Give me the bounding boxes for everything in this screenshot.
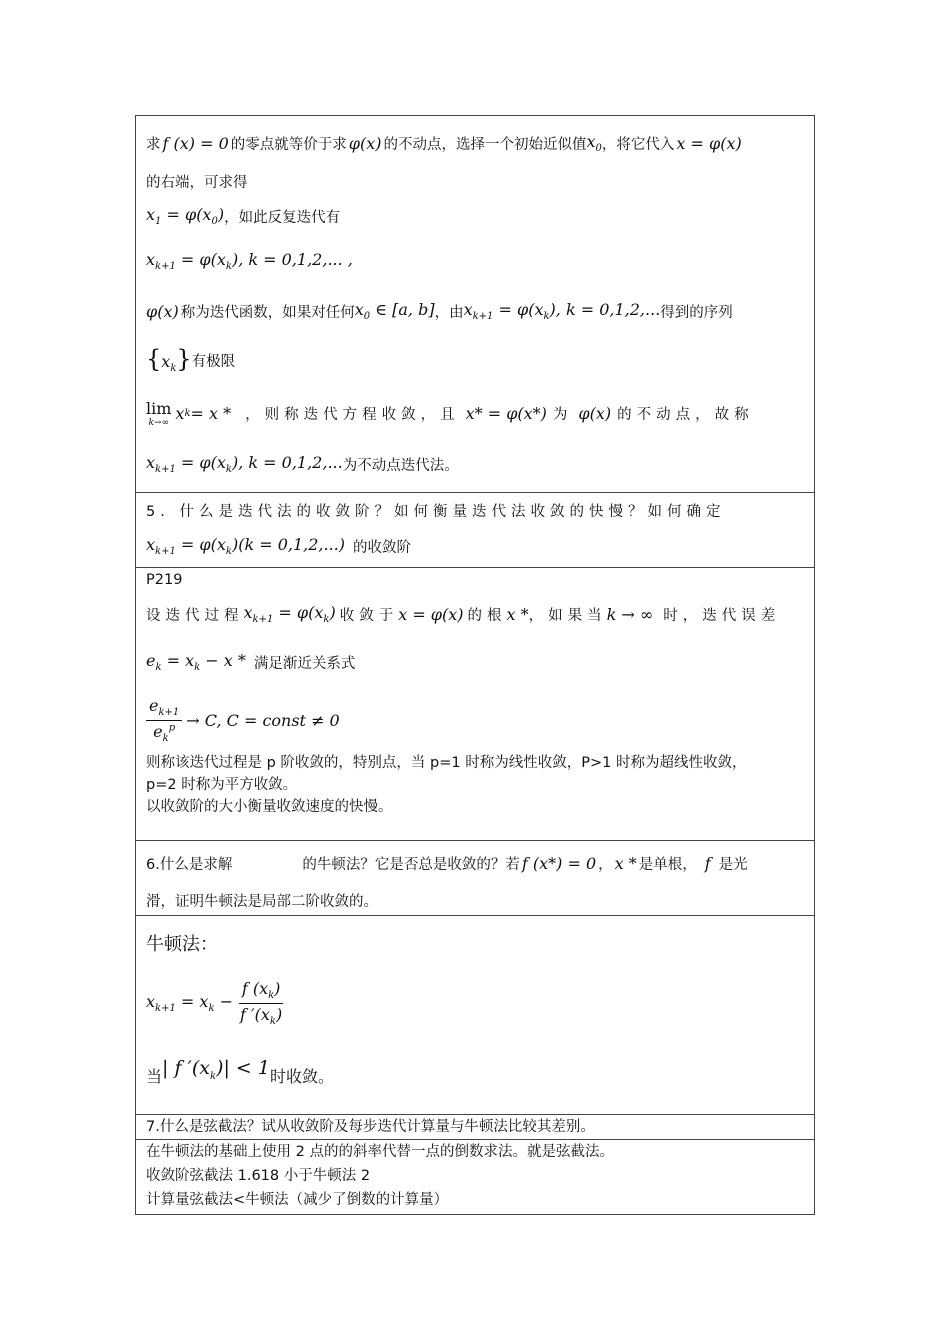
fp-line-2: 的右端，可求得 <box>146 174 248 191</box>
co-line-5: p=2 时称为平方收敛。 <box>146 777 298 793</box>
q6-line-1: 6.什么是求解 的牛顿法？它是否总是收敛的？若 f (x*) = 0 ， x * 是单根， f 是光 <box>146 853 748 873</box>
newton-condition: 当 | f $'(x_k)| < 1$ 时收敛。 <box>146 1056 334 1086</box>
fp-line-5: φ(x) 称为迭代函数，如果对任何 $x_0$ ∈ [a, b] ，由 $x_{k+1} = \varphi(x_k)$, k = 0,1,2,... 得到的序列 <box>146 299 733 323</box>
row-question-6 <box>136 841 815 916</box>
q5-line-1: 5. 什么是迭代法的收敛阶？如何衡量迭代法收敛的快慢？如何确定 <box>146 503 726 520</box>
row-question-7 <box>136 1115 815 1140</box>
row-secant-answer <box>136 1140 815 1215</box>
page-ref: P219 <box>146 572 183 588</box>
row-newton-method <box>136 916 815 1115</box>
row-fixed-point <box>136 116 815 493</box>
co-line-4: 则称该迭代过程是 p 阶收敛的，特别点，当 p=1 时称为线性收敛，P>1 时称为超线性收敛， <box>146 755 747 771</box>
q6-line-2: 滑，证明牛顿法是局部二阶收敛的。 <box>146 893 378 910</box>
q5-line-2: $x_{k+1} = \varphi(x_k)(k = 0,1,2,...)$ 的收敛阶 <box>146 534 412 558</box>
co-formula: $\frac{e_{k+1}}{e_k^p}$ → C, C = const ≠ 0 <box>146 688 804 752</box>
newton-title: 牛顿法： <box>146 934 218 955</box>
secant-line-3: 计算量弦截法<牛顿法（减少了倒数的计算量） <box>146 1192 449 1208</box>
fp-line-6: $\{x_k\}$ 有极限 <box>146 345 236 375</box>
document-sheet <box>135 115 815 1215</box>
fp-line-3: $x_1 = \varphi(x_0)$ ，如此反复迭代有 <box>146 204 341 228</box>
co-line-6: 以收敛阶的大小衡量收敛速度的快慢。 <box>146 799 393 815</box>
fp-line-7: lim k→∞ x k = x * ，则称迭代方程收敛，且 x* = φ(x*) 为 φ(x) 的不动点，故称 <box>146 398 754 428</box>
fp-line-1: 求 f (x) = 0 的零点就等价于求 φ(x) 的不动点，选择一个初始近似值 $x_0$ ，将它代入 x = φ(x) <box>146 131 742 155</box>
secant-line-2: 收敛阶弦截法 1.618 小于牛顿法 2 <box>146 1168 371 1184</box>
secant-line-1: 在牛顿法的基础上使用 2 点的的斜率代替一点的倒数求法。就是弦截法。 <box>146 1144 614 1160</box>
q7-line: 7.什么是弦截法？试从收敛阶及每步迭代计算量与牛顿法比较其差别。 <box>146 1119 595 1135</box>
row-convergence-order <box>136 568 815 841</box>
newton-formula: $x_{k+1} = x_k$ − $\frac{f (x_k)}{f '(x_k)}$ <box>146 979 283 1027</box>
co-line-2: $e_k = x_k - x$ * 满足渐近关系式 <box>146 650 356 674</box>
fp-line-4: $x_{k+1} = \varphi(x_k)$, k = 0,1,2,... , <box>146 249 353 273</box>
qa-table <box>135 115 815 1215</box>
co-line-1: 设迭代过程 $x_{k+1} = \varphi(x_k)$ 收敛于 x = φ(x) 的根 x * ，如果当 k → ∞ 时，迭代误差 <box>146 602 781 626</box>
fp-line-8: $x_{k+1} = \varphi(x_k)$, k = 0,1,2,... 为不动点迭代法。 <box>146 452 459 476</box>
row-question-5 <box>136 493 815 568</box>
